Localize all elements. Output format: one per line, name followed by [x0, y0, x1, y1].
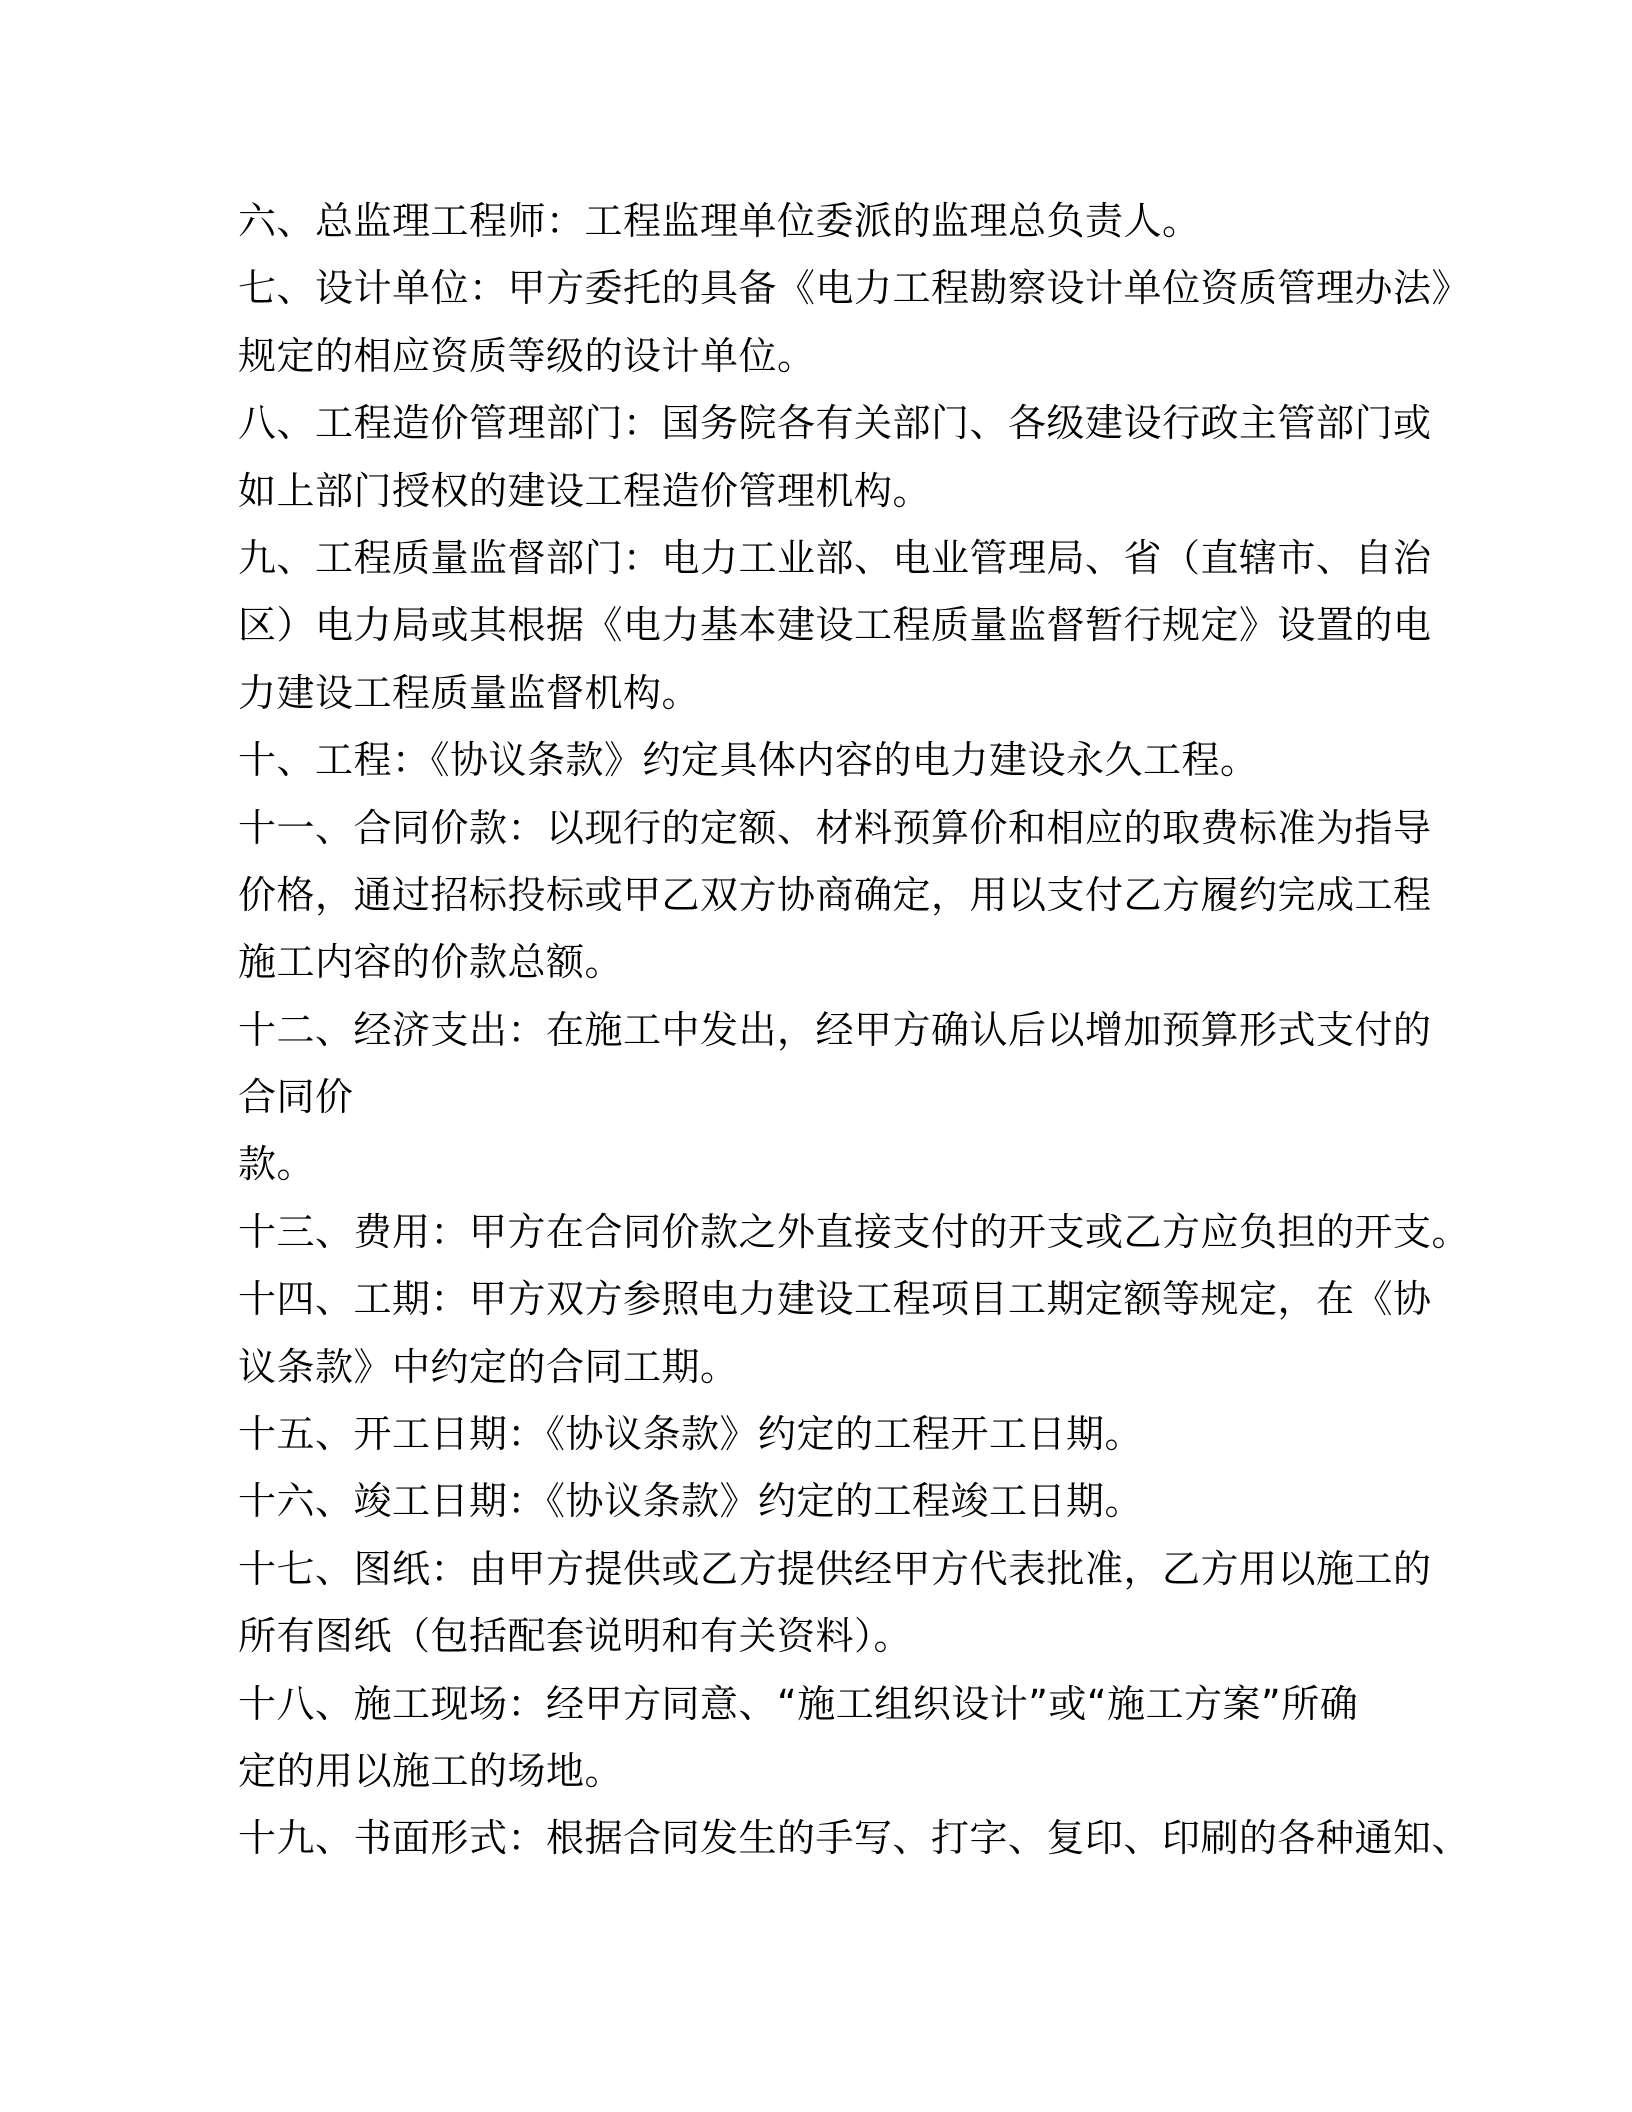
text-line: 十四、工期：甲方双方参照电力建设工程项目工期定额等规定，在《协 [238, 1277, 1432, 1322]
text-line: 十、工程：《协议条款》约定具体内容的电力建设永久工程。 [238, 738, 1259, 783]
text-line: 十九、书面形式：根据合同发生的手写、打字、复印、印刷的各种通知、 [238, 1816, 1471, 1861]
text-line: 十五、开工日期：《协议条款》约定的工程开工日期。 [238, 1412, 1144, 1457]
text-line: 价格，通过招标投标或甲乙双方协商确定，用以支付乙方履约完成工程 [238, 872, 1432, 917]
text-line: 议条款》中约定的合同工期。 [238, 1344, 739, 1389]
text-line: 十二、经济支出：在施工中发出，经甲方确认后以增加预算形式支付的 [238, 1007, 1432, 1052]
text-line: 十八、施工现场：经甲方同意、“施工组织设计”或“施工方案”所确 [238, 1681, 1359, 1726]
text-line: 十一、合同价款：以现行的定额、材料预算价和相应的取费标准为指导 [238, 805, 1432, 850]
text-line: 规定的相应资质等级的设计单位。 [238, 333, 816, 378]
text-line: 十七、图纸：由甲方提供或乙方提供经甲方代表批准，乙方用以施工的 [238, 1546, 1432, 1591]
text-line: 八、工程造价管理部门：国务院各有关部门、各级建设行政主管部门或 [238, 401, 1432, 446]
document-body [238, 188, 1471, 1873]
text-line: 九、工程质量监督部门：电力工业部、电业管理局、省（直辖市、自治 [238, 535, 1432, 580]
text-line: 七、设计单位：甲方委托的具备《电力工程勘察设计单位资质管理办法》 [238, 266, 1471, 311]
text-line: 所有图纸（包括配套说明和有关资料）。 [238, 1614, 913, 1659]
text-line: 定的用以施工的场地。 [238, 1748, 624, 1793]
text-line: 款。 [238, 1142, 316, 1187]
text-line: 施工内容的价款总额。 [238, 940, 624, 985]
text-line: 力建设工程质量监督机构。 [238, 670, 701, 715]
text-line: 如上部门授权的建设工程造价管理机构。 [238, 468, 932, 513]
text-line: 十六、竣工日期：《协议条款》约定的工程竣工日期。 [238, 1479, 1144, 1524]
text-line: 区）电力局或其根据《电力基本建设工程质量监督暂行规定》设置的电 [238, 603, 1432, 648]
text-line: 合同价 [238, 1075, 354, 1120]
text-line: 十三、费用：甲方在合同价款之外直接支付的开支或乙方应负担的开支。 [238, 1209, 1471, 1254]
text-line: 六、总监理工程师：工程监理单位委派的监理总负责人。 [238, 199, 1201, 243]
